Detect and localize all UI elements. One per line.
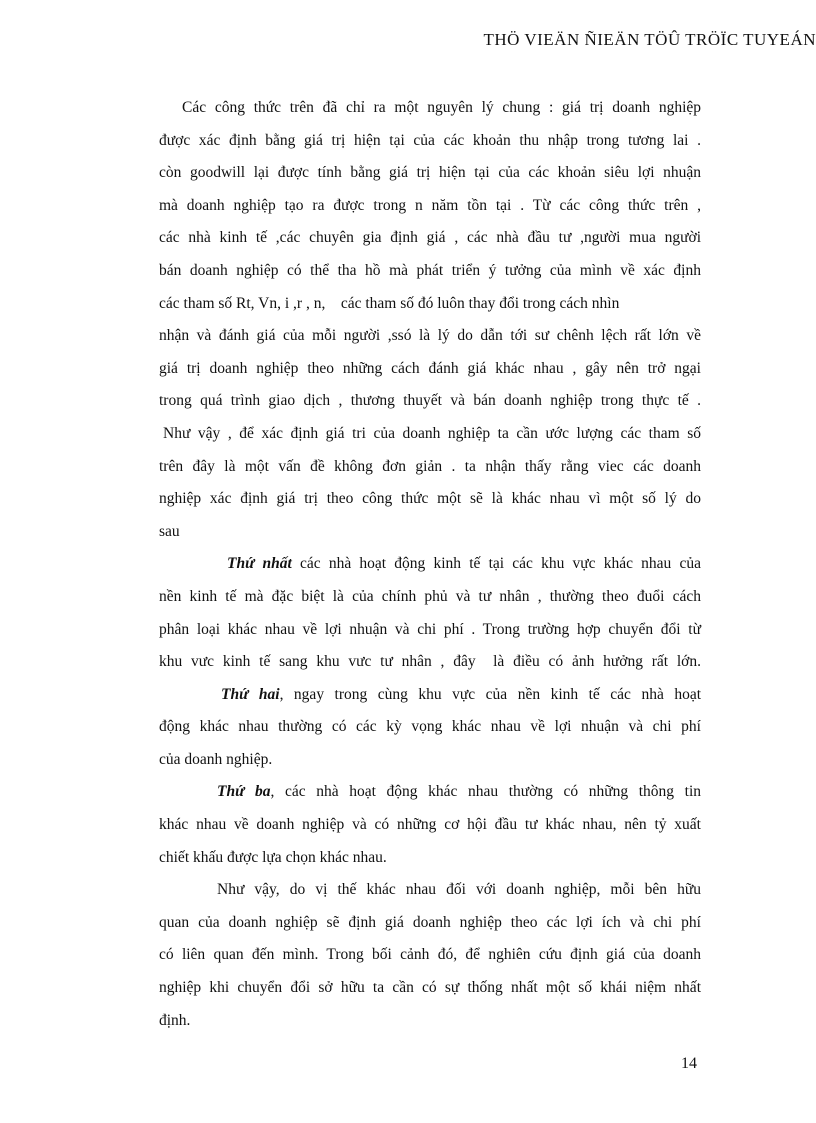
paragraph-third-reason [159,776,701,874]
text-line: được xác định bằng giá trị hiện tại của các khoản thu nhập trong tương lai . [159,131,701,149]
text-line: Như vậy, do vị thế khác nhau đối với doanh nghiệp, mỗi bên hữu [217,881,701,899]
text-line [159,679,701,712]
paragraph-conclusion [159,874,701,1037]
page-number: 14 [681,1055,697,1072]
header-title: THÖ VIEÄN ÑIEÄN TÖÛ TRÖÏC TUYEÁN [483,30,816,49]
text-line: nhận và đánh giá của mỗi người ,ssó là lý do dẫn tới sư chênh lệch rất lớn về [159,327,701,345]
text-line: chiết khấu được lựa chọn khác nhau. [159,848,387,866]
text-line: còn goodwill lại được tính bằng giá trị hiện tại của các khoản siêu lợi nhuận [159,164,701,182]
text-line: định. [159,1011,191,1029]
paragraph-intro [159,92,701,548]
text-line: khác nhau về doanh nghiệp và có những cơ hội đầu tư khác nhau, nên tỷ xuất [159,816,701,834]
paragraph-lead: Thứ ba [217,783,271,801]
text-line: bán doanh nghiệp có thể tha hồ mà phát triển ý tưởng của mình về xác định [159,261,701,279]
text-fragment: các nhà hoạt động kinh tế tại các khu vực khác nhau của [291,555,701,573]
text-line: các tham số Rt, Vn, i ,r , n, các tham số đó luôn thay đổi trong cách nhìn [159,294,620,312]
text-line [159,548,701,581]
text-line: phân loại khác nhau về lợi nhuận và chi phí . Trong trường hợp chuyển đổi từ [159,620,701,638]
text-fragment: , các nhà hoạt động khác nhau thường có những thông tin [270,783,701,801]
paragraph-second-reason [159,679,701,777]
text-line: trong quá trình giao dịch , thương thuyết và bán doanh nghiệp trong thực tế . [159,392,701,410]
text-line: quan của doanh nghiệp sẽ định giá doanh nghiệp theo các lợi ích và chi phí [159,913,701,931]
text-line: nền kinh tế mà đặc biệt là của chính phủ và tư nhân , thường theo đuổi cách [159,587,701,605]
paragraph-first-reason [159,548,701,678]
text-line: nghiệp khi chuyển đổi sở hữu ta cần có sự thống nhất một số khái niệm nhất [159,979,701,997]
text-line: giá trị doanh nghiệp theo những cách đánh giá khác nhau , gây nên trở ngại [159,359,701,377]
text-line: nghiệp xác định giá trị theo công thức một sẽ là khác nhau vì một số lý do [159,490,701,508]
text-fragment: , ngay trong cùng khu vực của nền kinh tế các nhà hoạt [279,685,702,703]
paragraph-lead: Thứ nhất [227,555,292,573]
text-line: động khác nhau thường có các kỳ vọng khác nhau về lợi nhuận và chi phí [159,718,701,736]
text-line: mà doanh nghiệp tạo ra được trong n năm tồn tại . Từ các công thức trên , [159,196,701,214]
text-line: Như vậy , để xác định giá tri của doanh nghiệp ta cần ước lượng các tham số [163,424,701,442]
page-header [483,30,816,50]
text-line: của doanh nghiệp. [159,750,273,768]
text-line: có liên quan đến mình. Trong bối cảnh đó, để nghiên cứu định giá của doanh [159,946,701,964]
paragraph-lead: Thứ hai [221,685,280,703]
text-line: sau [159,522,180,540]
text-line: khu vưc kinh tế sang khu vưc tư nhân , đây là điều có ảnh hưởng rất lớn. [159,653,701,671]
text-line: các nhà kinh tế ,các chuyên gia định giá , các nhà đầu tư ,người mua người [159,229,701,247]
text-line [159,776,701,809]
text-line: Các công thức trên đã chỉ ra một nguyên lý chung : giá trị doanh nghiệp [182,99,701,116]
document-body [159,92,701,1037]
text-line: trên đây là một vấn đề không đơn giản . ta nhận thấy rằng viec các doanh [159,457,701,475]
